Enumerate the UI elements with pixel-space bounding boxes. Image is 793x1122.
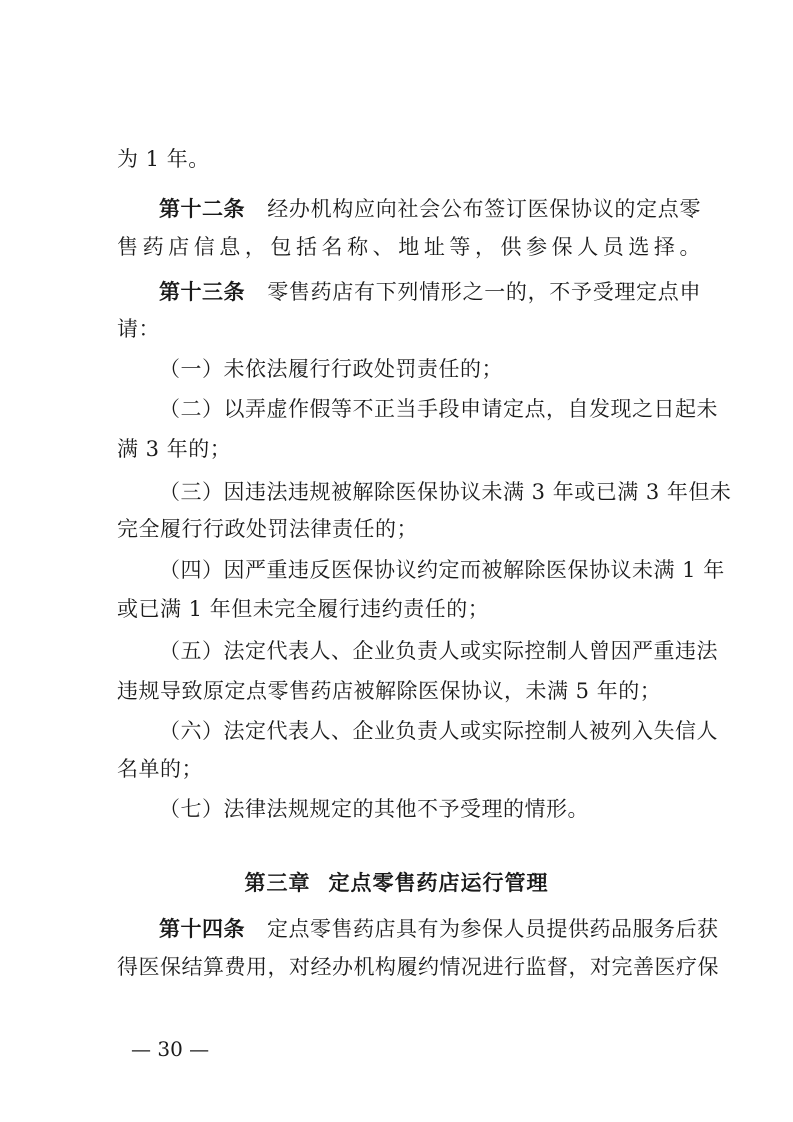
clause-3-line-1: （三）因违法违规被解除医保协议未满 3 年或已满 3 年但未 <box>159 480 732 504</box>
article-14-label: 第十四条 <box>159 917 245 941</box>
page-number: — 30 — <box>131 1037 210 1061</box>
article-12-line-1 <box>159 192 701 226</box>
clause-7: （七）法律法规规定的其他不予受理的情形。 <box>159 797 589 821</box>
article-13-text: 零售药店有下列情形之一的，不予受理定点申 <box>267 280 701 304</box>
clause-3-line-2: 完全履行行政处罚法律责任的； <box>117 517 418 541</box>
clause-4-line-2: 或已满 1 年但未完全履行违约责任的； <box>117 597 490 621</box>
clause-5-line-2: 违规导致原定点零售药店被解除医保协议，未满 5 年的； <box>117 679 662 703</box>
article-13-label: 第十三条 <box>159 280 245 304</box>
clause-2-line-2: 满 3 年的； <box>117 437 232 461</box>
article-14-line-1 <box>159 912 719 946</box>
article-14-text: 定点零售药店具有为参保人员提供药品服务后获 <box>267 917 719 941</box>
text-line-1: 为 1 年。 <box>117 147 210 171</box>
clause-1: （一）未依法履行行政处罚责任的； <box>159 357 503 381</box>
clause-5-line-1: （五）法定代表人、企业负责人或实际控制人曾因严重违法 <box>159 639 718 663</box>
clause-2-line-1: （二）以弄虚作假等不正当手段申请定点，自发现之日起未 <box>159 397 718 421</box>
article-12-line-2: 售药店信息，包括名称、地址等，供参保人员选择。 <box>117 235 701 259</box>
chapter-heading <box>0 866 793 900</box>
article-12-text: 经办机构应向社会公布签订医保协议的定点零 <box>267 197 701 221</box>
article-13-line-2: 请： <box>117 317 160 341</box>
article-12-label: 第十二条 <box>159 197 245 221</box>
chapter-title: 定点零售药店运行管理 <box>328 871 549 895</box>
article-14-line-2: 得医保结算费用，对经办机构履约情况进行监督，对完善医疗保 <box>117 955 719 979</box>
article-13-line-1 <box>159 275 701 309</box>
clause-4-line-1: （四）因严重违反医保协议约定而被解除医保协议未满 1 年 <box>159 558 725 582</box>
clause-6-line-2: 名单的； <box>117 757 203 781</box>
clause-6-line-1: （六）法定代表人、企业负责人或实际控制人被列入失信人 <box>159 719 718 743</box>
chapter-number: 第三章 <box>244 871 311 895</box>
